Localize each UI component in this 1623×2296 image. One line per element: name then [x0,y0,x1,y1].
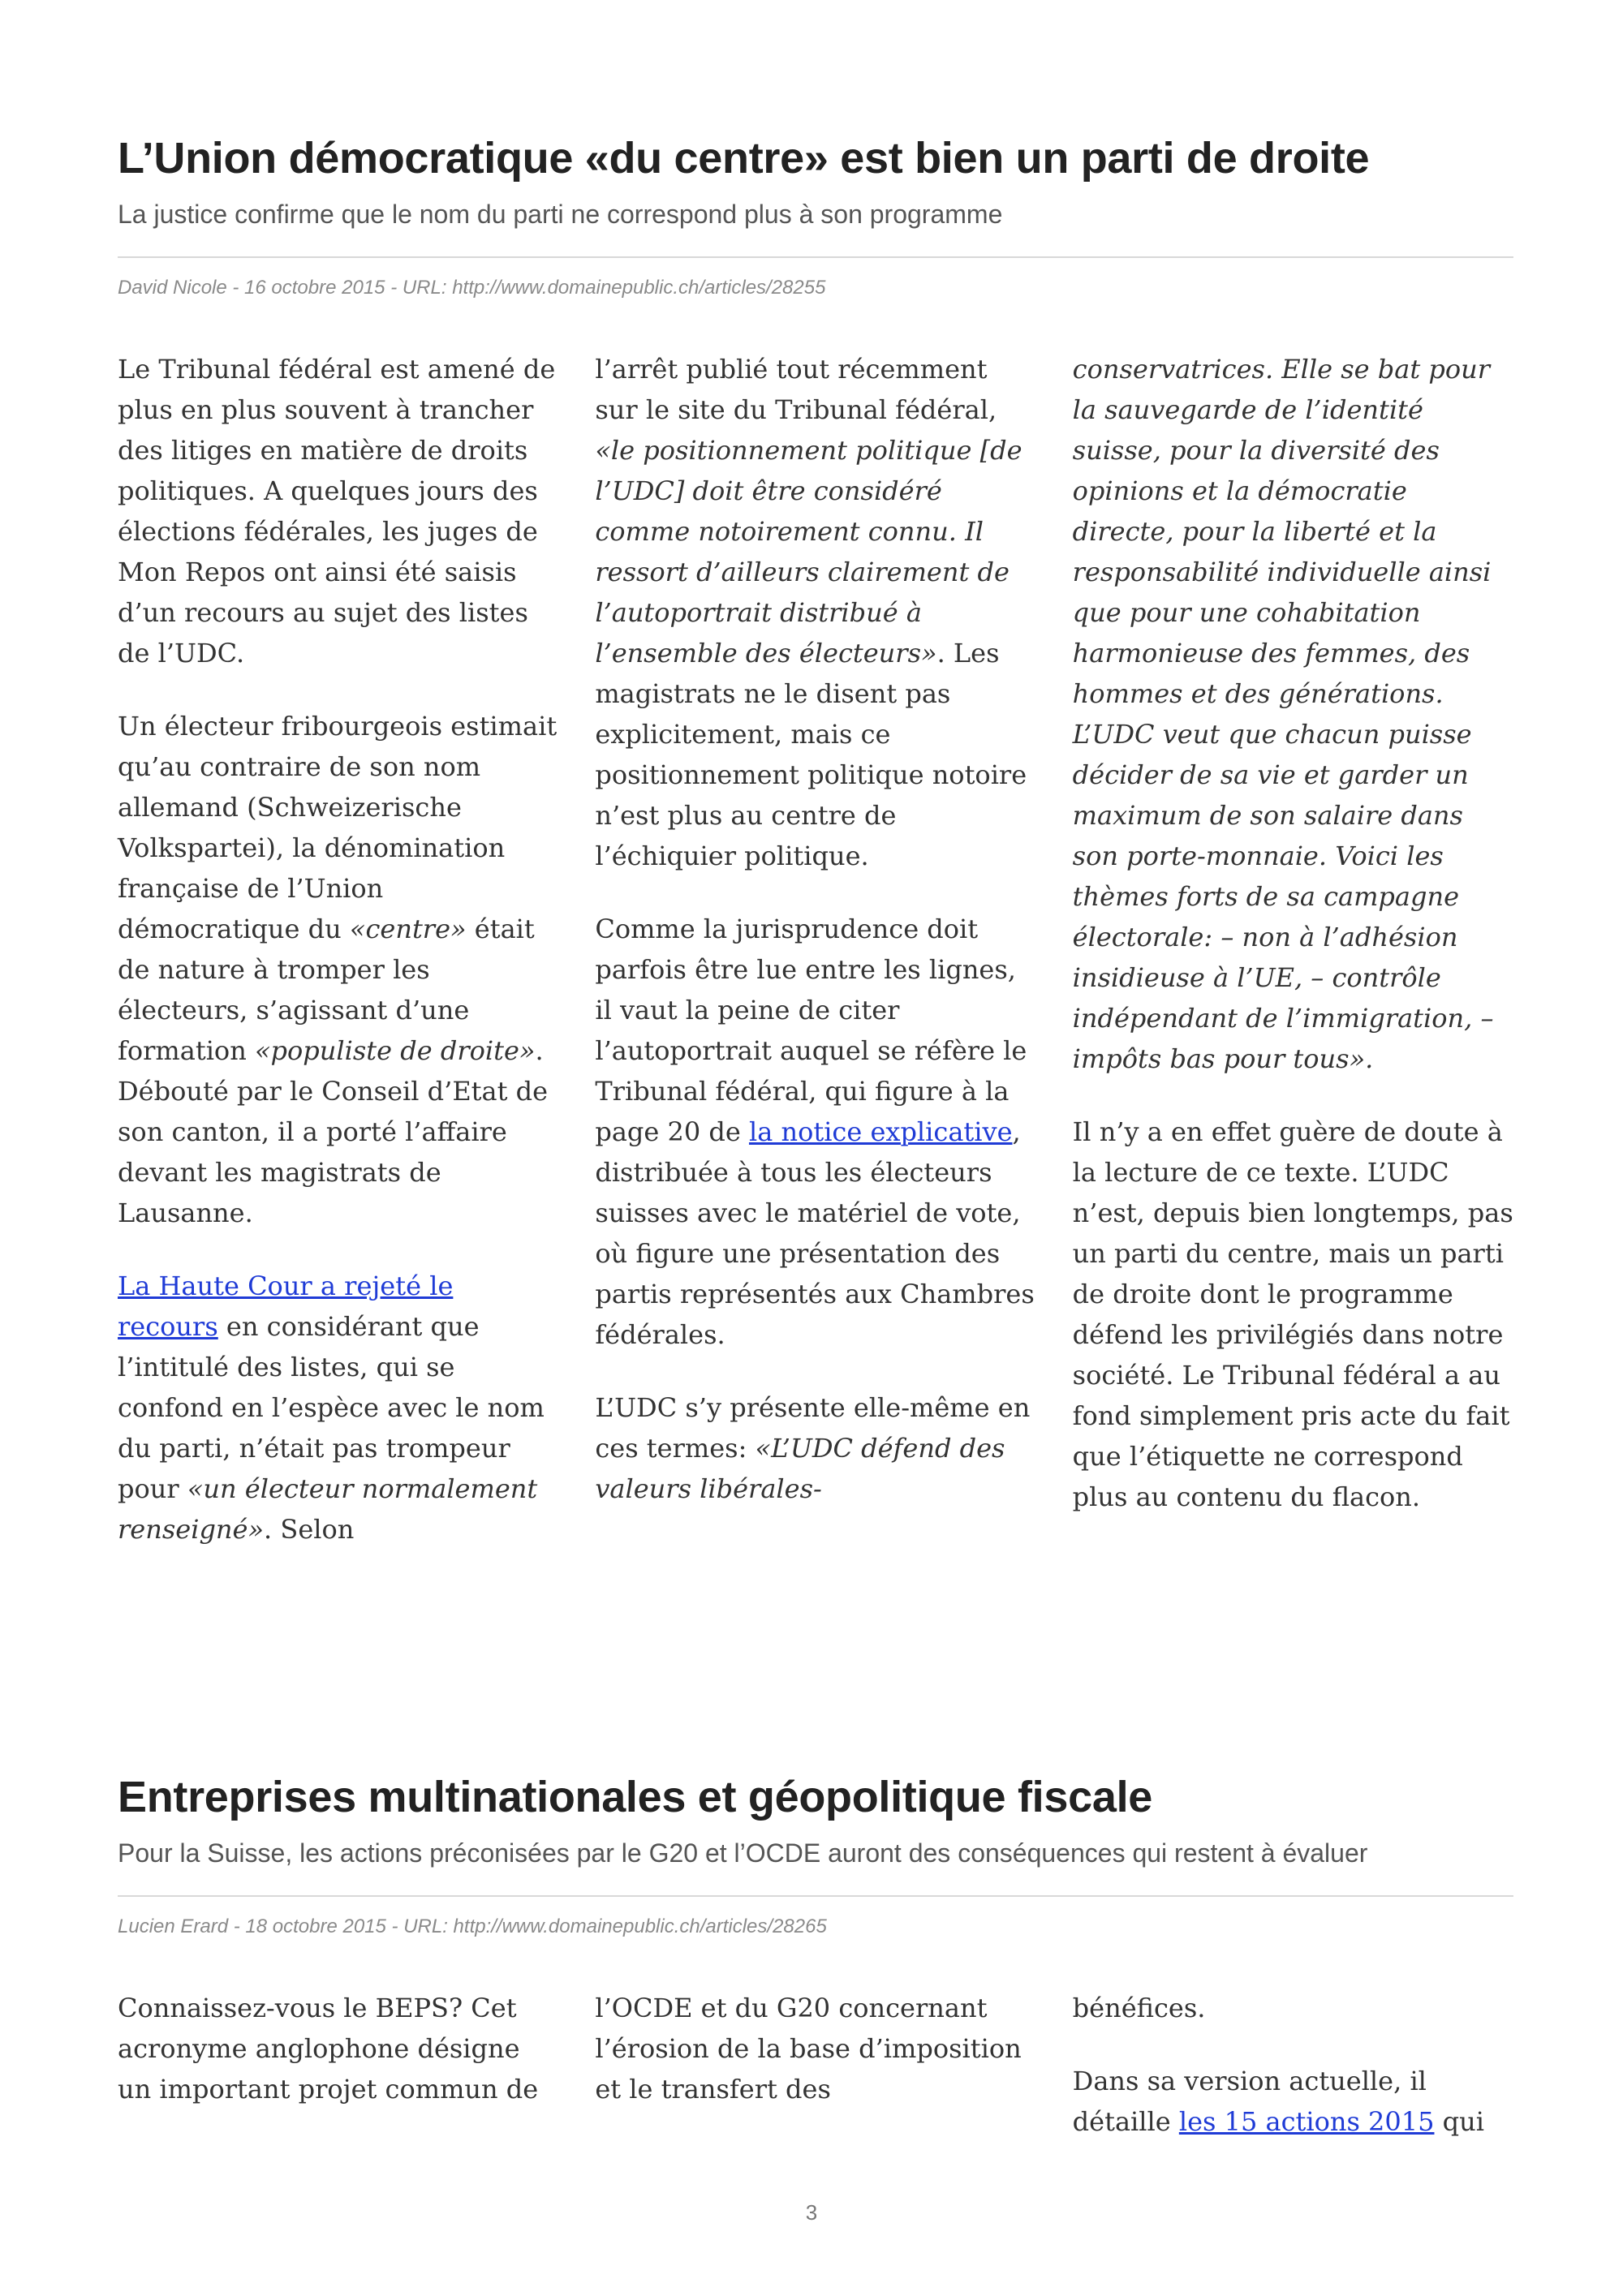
column-1 [118,349,558,1550]
column-2 [595,349,1035,1550]
paragraph: bénéfices. [1072,1993,1206,2023]
link-haute-cour[interactable]: La Haute Cour a rejeté le recours [118,1271,454,1342]
paragraph [118,706,558,1233]
quote: conservatrices. Elle se bat pour la sauvegarde de l’identité suisse, pour la diversité des opinions et la démocratie directe, pour la liberté et la responsabilité individuelle ainsi que pour une cohabitation harmonieuse des femmes, des hommes et des générations. L’UDC veut que chacun puisse décider de sa vie et garder un maximum de son salaire dans son porte-monnaie. Voici les thèmes forts de sa campagne électorale: – non à l’adhésion insidieuse à l’UE, – contrôle indépendant de l’immigration, – impôts bas pour tous». [1072,354,1494,1074]
quote: «le positionnement politique [de l’UDC] doit être considéré comme notoirement connu. Il ressort d’ailleurs clairement de l’autoportrait distribué à l’ensemble des électeurs» [595,435,1022,669]
column-3 [1073,1988,1513,2142]
article-title: L’Union démocratique «du centre» est bien un parti de droite [118,134,1370,183]
quote: «L’UDC défend des valeurs libérales- [595,1433,1005,1504]
paragraph: Il n’y a en effet guère de doute à la lecture de ce texte. L’UDC n’est, depuis bien longtemps, pas un parti du centre, mais un parti de droite dont le programme défend les privilégiés dans notre société. Le Tribunal fédéral a au fond simplement pris acte du fait que l’étiquette ne correspond plus au contenu du flacon. [1072,1116,1513,1512]
text-span: Dans sa version actuelle, il détaille [1072,2066,1427,2137]
text-span: , distribuée à tous les électeurs suisses avec le matériel de vote, où figure une présentation des partis représentés aux Chambres fédérales. [595,1116,1035,1350]
text-span: . Débouté par le Conseil d’Etat de son canton, il a porté l’affaire devant les magistrats de Lausanne. [118,1035,549,1228]
divider [118,1895,1513,1897]
paragraph [595,1387,1035,1509]
column-3 [1073,349,1513,1550]
text-span: qui [1434,2106,1484,2137]
paragraph [595,349,1035,876]
article-multinationales [118,1769,1513,2142]
quote: «centre» [349,914,467,944]
quote: «populiste de droite» [254,1035,536,1066]
quote: «un électeur normalement renseigné» [118,1473,538,1545]
article-meta: Lucien Erard - 18 octobre 2015 - URL: http://www.domainepublic.ch/articles/28265 [118,1915,827,1937]
article-udc [118,130,1513,1550]
article-columns [118,349,1513,1550]
paragraph: Le Tribunal fédéral est amené de plus en plus souvent à trancher des litiges en matière de droits politiques. A quelques jours des élections fédérales, les juges de Mon Repos ont ainsi été saisis d’un recours au sujet des listes de l’UDC. [118,354,556,669]
column-2 [595,1988,1035,2142]
paragraph [595,909,1035,1355]
text-span: était de nature à tromper les électeurs, s’agissant d’une formation [118,914,535,1066]
text-span: . Selon [264,1514,355,1545]
divider [118,256,1513,258]
text-span: en considérant que l’intitulé des listes, qui se confond en l’espèce avec le nom du parti, n’était pas trompeur pour [118,1311,545,1504]
article-subtitle: La justice confirme que le nom du parti ne correspond plus à son programme [118,200,1003,229]
page-number: 3 [805,2200,818,2225]
article-subtitle: Pour la Suisse, les actions préconisées par le G20 et l’OCDE auront des conséquences qui restent à évaluer [118,1838,1368,1868]
article-title: Entreprises multinationales et géopolitique fiscale [118,1773,1153,1821]
article-meta: David Nicole - 16 octobre 2015 - URL: http://www.domainepublic.ch/articles/28255 [118,277,826,299]
paragraph [118,1266,558,1550]
paragraph: l’OCDE et du G20 concernant l’érosion de la base d’imposition et le transfert des [595,1993,1022,2105]
column-1 [118,1988,558,2142]
text-span: Un électeur fribourgeois estimait qu’au contraire de son nom allemand (Schweizerische Volkspartei), la dénomination française de l’Union démocratique du [118,711,558,944]
text-span: L’UDC s’y présente elle-même en ces termes: [595,1392,1031,1464]
link-notice-explicative[interactable]: la notice explicative [748,1116,1013,1147]
paragraph [1073,2061,1513,2142]
text-span: Comme la jurisprudence doit parfois être lue entre les lignes, il vaut la peine de citer l’autoportrait auquel se réfère le Tribunal fédéral, qui figure à la page 20 de [595,914,1027,1147]
paragraph: Connaissez-vous le BEPS? Cet acronyme anglophone désigne un important projet commun de [118,1993,539,2105]
paragraph [1073,349,1513,1079]
text-span: l’arrêt publié tout récemment sur le site du Tribunal fédéral, [595,354,997,425]
article-columns [118,1988,1513,2142]
link-15-actions[interactable]: les 15 actions 2015 [1178,2106,1435,2137]
text-span: . Les magistrats ne le disent pas explicitement, mais ce positionnement politique notoire n’est plus au centre de l’échiquier politique. [595,638,1027,871]
